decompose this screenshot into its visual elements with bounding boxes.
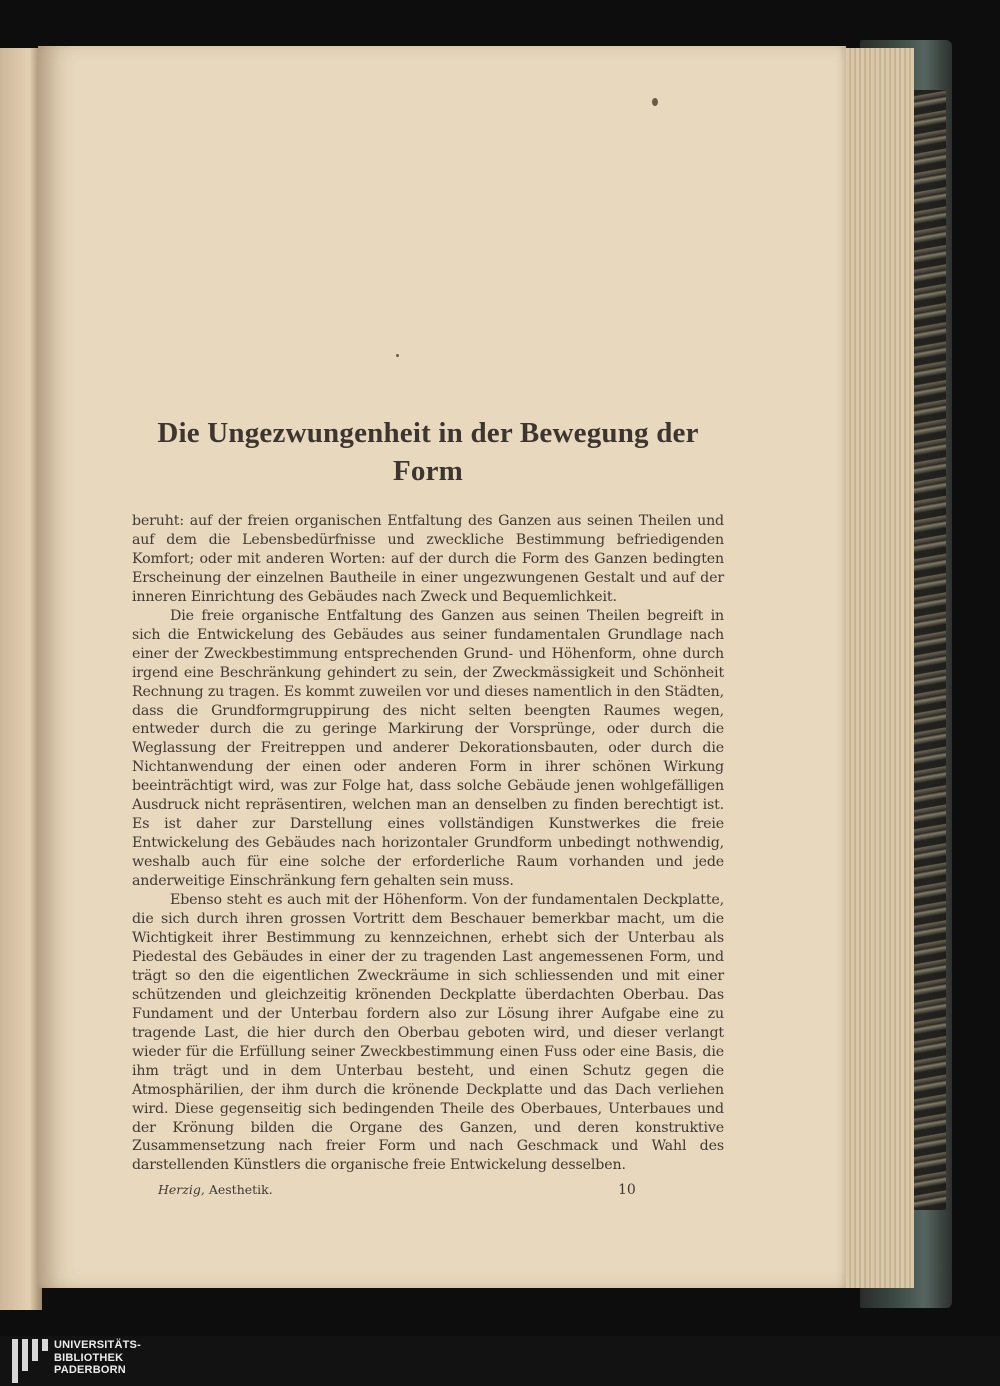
library-logo-icon [12,1339,48,1383]
library-logo-text [54,1339,214,1377]
title-line-2: Form [392,455,464,487]
body-text [132,512,724,1175]
logo-line-1: UNIVERSITÄTS- [54,1339,141,1351]
page-edges [842,48,914,1288]
book-page [38,46,846,1288]
paper-speck [652,98,658,106]
paper-speck [396,354,399,357]
left-page-edge [0,48,42,1310]
paragraph-1: beruht: auf der freien organischen Entfaltung des Ganzen aus seinen Theilen und auf dem die Lebensbedürfnisse und zweckliche Bestimmung befriedigenden Komfort; oder mit anderen Worten: auf der durch die Form des Ganzen bedingten Erscheinung der einzelnen Bautheile in einer ungezwungenen Gestalt und auf der inneren Einrichtung des Gebäudes nach Zweck und Bequemlichkeit. [132,513,724,605]
footer-author: Herzig, [158,1182,205,1197]
logo-line-3: PADERBORN [54,1364,126,1376]
logo-line-2: BIBLIOTHEK [54,1351,124,1364]
paragraph-2: Die freie organische Entfaltung des Ganzen aus seinen Theilen begreift in sich die Entwickelung des Gebäudes aus seiner fundamentalen Grundlage nach einer der Zweckbestimmung entsprechenden Grund- und Höhenform, ohne durch irgend eine Beschränkung gehindert zu sein, der Zweckmässigkeit und Schönheit Rechnung zu tragen. Es kommt zuweilen vor und dieses namentlich in den Städten, dass die Grundformgruppirung des nicht selten beengten Raumes wegen, entweder durch die zu geringe Markirung der Vorsprünge, oder durch die Weglassung der Freitreppen und anderer Dekorationsbauten, oder durch die Nichtanwendung der einen oder anderen Form in ihrer schönen Wirkung beeinträchtigt wird, was zur Folge hat, dass solche Gebäude jenen wohlgefälligen Ausdruck nicht repräsentiren, welchen man an denselben zu finden berechtigt ist. Es ist daher zur Darstellung eines vollständigen Kunstwerkes die freie Entwickelung des Gebäudes nach horizontaler Grundform unbedingt nothwendig, weshalb auch für eine solche der erforderliche Raum vorhanden und jede anderweitige Einschränkung fern gehalten sein muss. [132,607,724,890]
marbled-cover [912,90,946,1210]
page-number: 10 [618,1182,636,1198]
chapter-title [128,414,728,490]
footer-work: Aesthetik. [208,1182,273,1197]
title-line-1: Die Ungezwungenheit in der Bewegung der [157,417,699,449]
footer-signature [158,1182,273,1197]
page-footer [132,1182,724,1202]
paragraph-3: Ebenso steht es auch mit der Höhenform. Von der fundamentalen Deckplatte, die sich durch ihren grossen Vortritt dem Beschauer bemerkbar macht, um die Wichtigkeit ihrer Bestimmung zu kennzeichnen, erhebt sich der Unterbau als Piedestal des Gebäudes in einer der zu tragenden Last angemessenen Form, und trägt so den die eigentlichen Zweckräume in sich schliessenden und mit einer schützenden und gleichzeitig krönenden Deckplatte überdachten Oberbau. Das Fundament und der Unterbau fordern also zur Lösung ihrer Aufgabe eine zu tragende Last, die hier durch den Oberbau geboten wird, und dieser verlangt wieder für die Erfüllung seiner Zweckbestimmung einen Fuss oder eine Basis, die ihm trägt und in dem Unterbau besteht, und einen Schutz gegen die Atmosphärilien, der ihm durch die krönende Deckplatte und das Dach verliehen wird. Diese gegenseitig sich bedingenden Theile des Oberbaues, Unterbaues und der Krönung bilden die Organe des Ganzen, und deren konstruktive Zusammensetzung nach freier Form und nach Geschmack und Wahl des darstellenden Künstlers die organische freie Entwickelung desselben. [132,892,724,1174]
